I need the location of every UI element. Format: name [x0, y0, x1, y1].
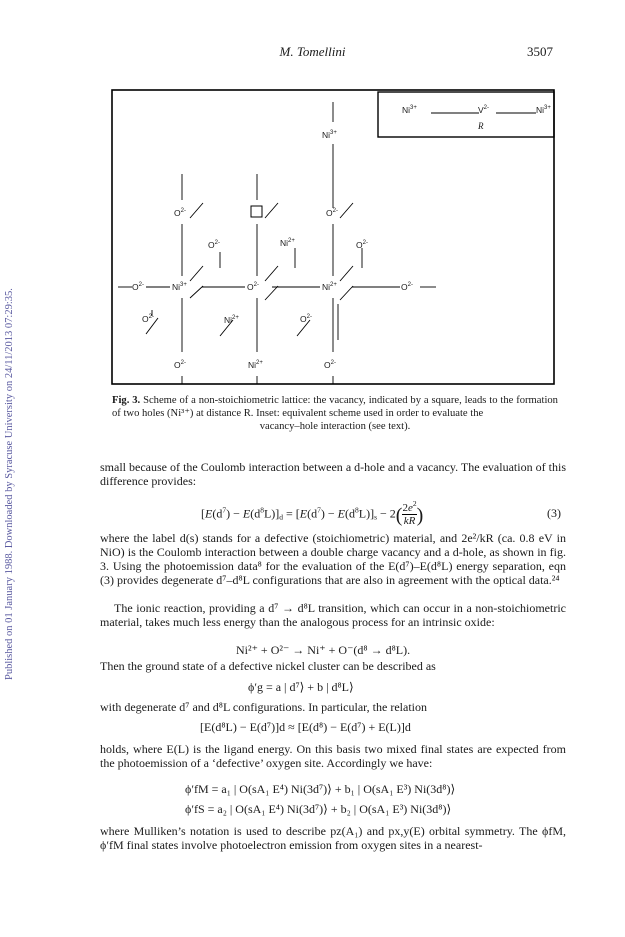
ni2-bottom-label: $Ni^{2+}$: [248, 360, 263, 370]
running-head-author: M. Tomellini: [279, 44, 346, 59]
figure-caption: [112, 394, 558, 433]
equation-3: $[E(d^7) - E(d^8L)]_d = [E(d^7) - E(d^8L)]_s - 2$( $\frac{2e^2}{kR}$ ): [201, 499, 424, 527]
inset-ni3-right-label: $Ni^{3+}$: [536, 105, 551, 115]
figure-label: Fig. 3.: [112, 395, 141, 406]
paragraph-7: where Mulliken’s notation is used to describe pz(A₁) and px,y(E) orbital symmetry. The ϕfM, ϕ′fM final states involve photoelectron emission from oxygen sites in a nearest-: [100, 824, 566, 852]
o2-mid-right-label: $O^{2-}$: [356, 240, 368, 250]
o2-row-far-label: $O^{2-}$: [401, 282, 413, 292]
inset-vacancy-label: $V^{2-}$: [478, 105, 490, 115]
vacancy-square: [251, 206, 262, 217]
o2-low-left-label: $O^{2-}$: [142, 314, 154, 324]
caption-text: Scheme of a non-stoichiometric lattice: the vacancy, indicated by a square, leads to the formation of two holes (Ni³⁺) at distance R. Inset: equivalent scheme used in order to evaluate the: [112, 395, 558, 419]
o2-left-top-label: $O^{2-}$: [174, 208, 186, 218]
page-number: 3507: [527, 44, 553, 59]
o2-low-right-label: $O^{2-}$: [300, 314, 312, 324]
final-state-m: ϕ′fM = a₁ | O(sA₁ E⁴) Ni(3d⁷)⟩ + b₁ | O(sA₁ E³) Ni(3d⁸)⟩: [185, 782, 456, 796]
ground-state-equation: ϕ′g = a | d⁷⟩ + b | d⁸L⟩: [248, 680, 354, 694]
ni2-low-label: $Ni^{2+}$: [224, 315, 239, 325]
ni3-top-label: $Ni^{3+}$: [322, 130, 337, 140]
download-notice: Published on 01 January 1988. Downloaded by Syracuse University on 24/11/2013 07:29:35.: [4, 288, 15, 680]
final-state-s: ϕ′fS = a₂ | O(sA₁ E⁴) Ni(3d⁷)⟩ + b₂ | O(sA₁ E³) Ni(3d⁸)⟩: [185, 802, 452, 816]
inset-ni3-left-label: $Ni^{3+}$: [402, 105, 417, 115]
inset-distance-label: R: [478, 121, 484, 131]
ni2-row-right-label: $Ni^{2+}$: [322, 282, 337, 292]
energy-relation: [E(d⁸L) − E(d⁷)]d ≈ [E(d⁸) − E(d⁷) + E(L)]d: [200, 720, 411, 734]
paragraph-1: small because of the Coulomb interaction between a d-hole and a vacancy. The evaluation of this difference provides:: [100, 460, 566, 488]
o2-mid-left-label: $O^{2-}$: [208, 240, 220, 250]
o2-right-top-label: $O^{2-}$: [326, 208, 338, 218]
o2-row-left-label: $O^{2-}$: [132, 282, 144, 292]
equation-3-number: (3): [547, 506, 561, 520]
paragraph-3: The ionic reaction, providing a d⁷ → d⁸L transition, which can occur in a non-stoichiometric material, takes much less energy than the analogous process for an intrinsic oxide:: [100, 601, 566, 629]
page-header: [0, 44, 625, 64]
ionic-reaction: Ni²⁺ + O²⁻ → Ni⁺ + O⁻(d⁸ → d⁸L).: [236, 643, 411, 657]
o2-bottom-left-label: $O^{2-}$: [174, 360, 186, 370]
caption-last-line: vacancy–hole interaction (see text).: [259, 421, 411, 432]
o2-row-center-label: $O^{2-}$: [247, 282, 259, 292]
paragraph-6: holds, where E(L) is the ligand energy. On this basis two mixed final states are expected from the photoemission of a ‘defective’ oxygen site. Accordingly we have:: [100, 742, 566, 770]
o2-bottom-right-label: $O^{2-}$: [324, 360, 336, 370]
ni3-row-label: $Ni^{3+}$: [172, 282, 187, 292]
lattice-figure: [110, 88, 556, 388]
lattice-bonds: [118, 102, 436, 384]
paragraph-2: where the label d(s) stands for a defective (stoichiometric) material, and 2e²/kR (ca. 0.8 eV in NiO) is the Coulomb interaction between a double charge vacancy and a d-hole, as shown in fig. 3. Using the photoemission data⁸ for the evaluation of the E(d⁷)–E(d⁸L) energy separation, eqn (3) provides degenerate d⁷–d⁸L configurations that are also in agreement with the optical data.²⁴: [100, 531, 566, 587]
paragraph-5: with degenerate d⁷ and d⁸L configurations. In particular, the relation: [100, 700, 427, 714]
paragraph-4: Then the ground state of a defective nickel cluster can be described as: [100, 659, 436, 673]
ni2-mid-label: $Ni^{2+}$: [280, 238, 295, 248]
